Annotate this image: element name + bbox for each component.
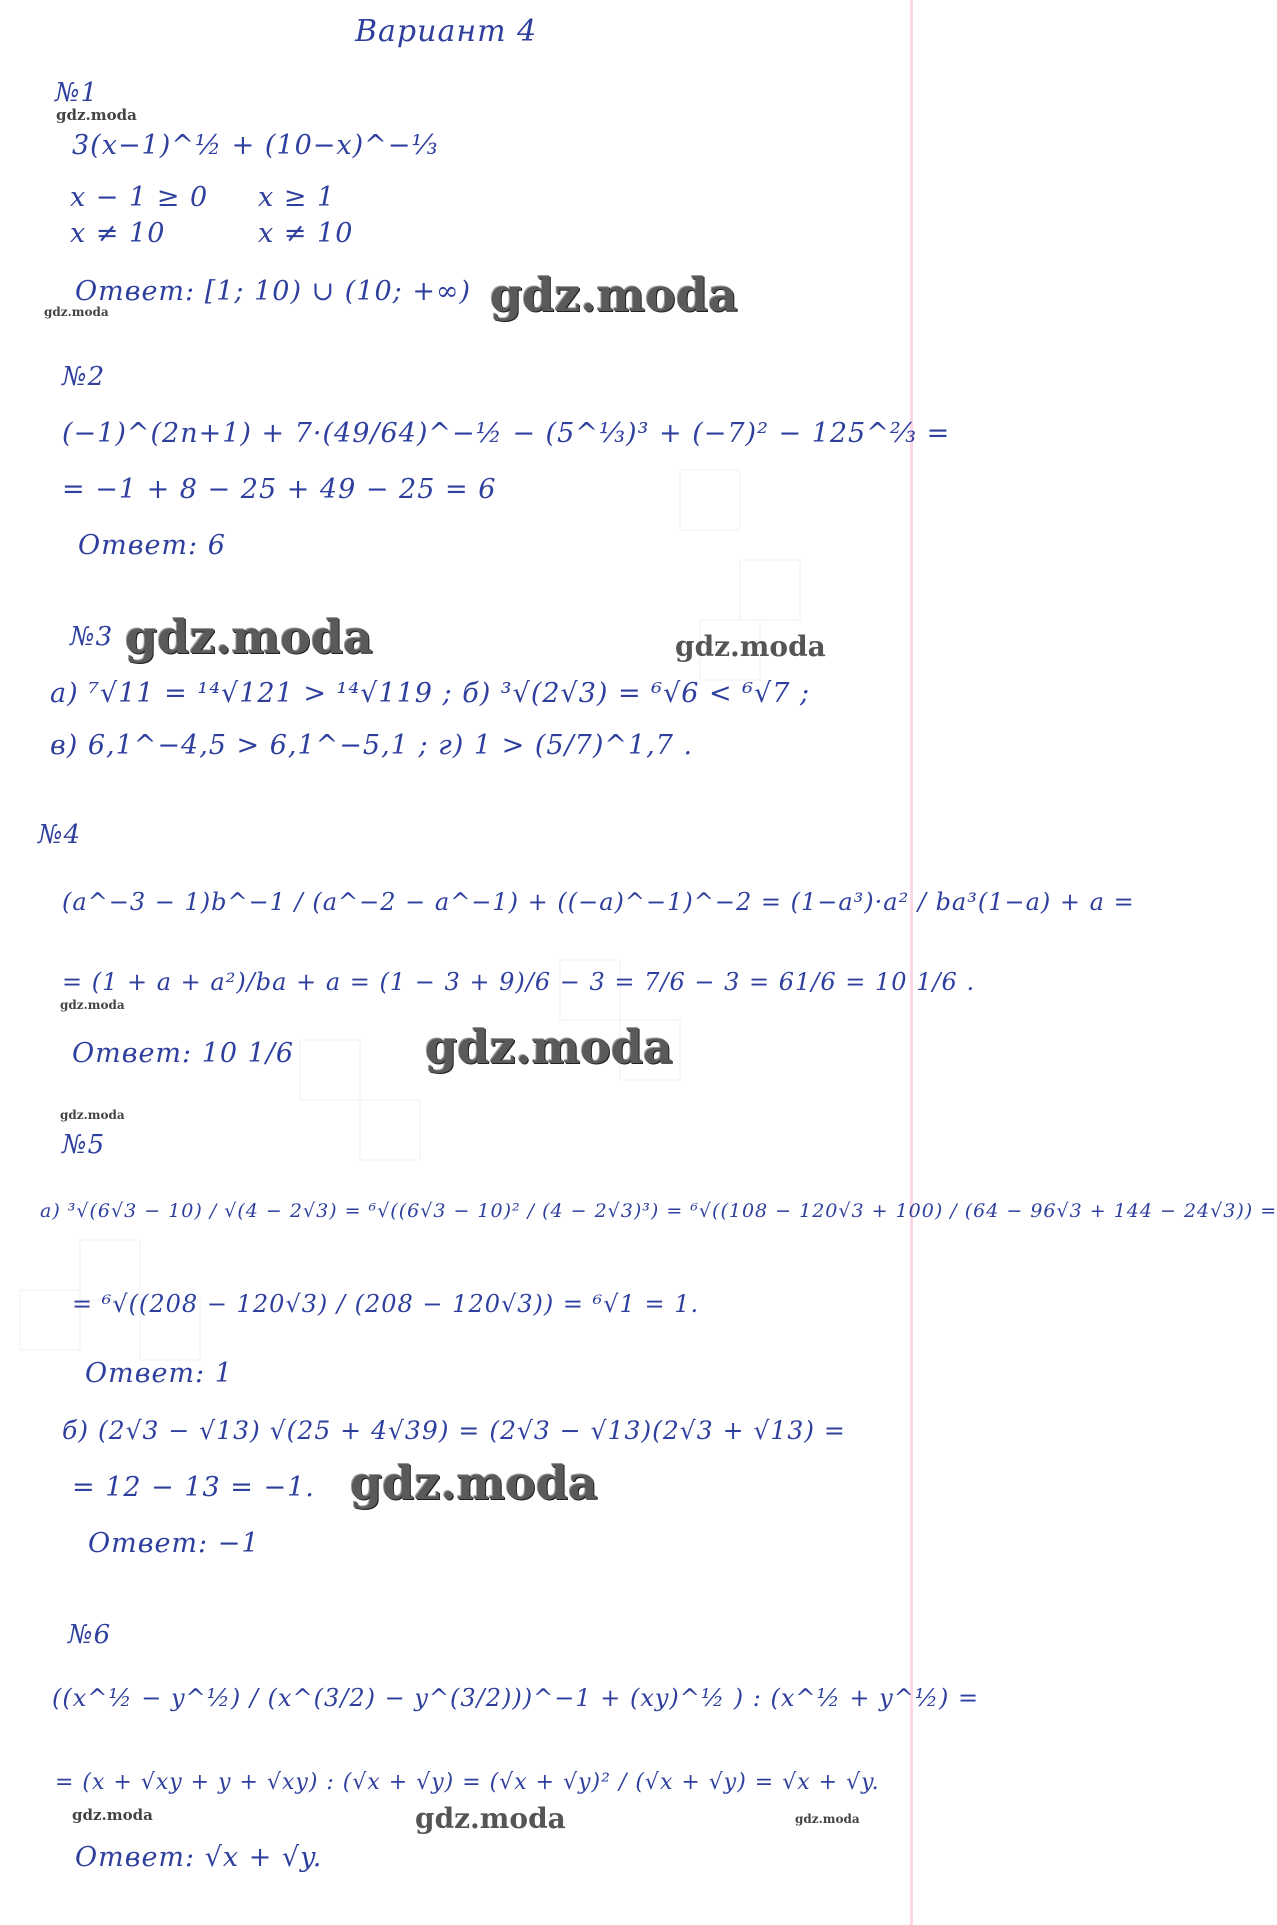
page-title: Вариант 4 <box>355 14 538 49</box>
problem-2-label: №2 <box>62 362 106 392</box>
problem-6-line-2: = (x + √xy + y + √xy) : (√x + √y) = (√x + √y)² / (√x + √y) = √x + √y. <box>55 1770 880 1795</box>
problem-2-line-1: (−1)^(2n+1) + 7·(49/64)^−½ − (5^⅓)³ + (−7)² − 125^⅔ = <box>62 418 951 449</box>
watermark: gdz.moda <box>60 1108 125 1122</box>
problem-1-label: №1 <box>55 78 99 108</box>
problem-5-line-1: а) ³√(6√3 − 10) / √(4 − 2√3) = ⁶√((6√3 − 10)² / (4 − 2√3)³) = ⁶√((108 − 120√3 + 100) / (64 − 96√3 + 144 − 24√3)) = <box>40 1200 1277 1222</box>
watermark: gdz.moda <box>60 998 125 1012</box>
watermark: gdz.moda <box>415 1802 566 1835</box>
watermark: gdz.moda <box>675 630 826 663</box>
problem-2-line-2: = −1 + 8 − 25 + 49 − 25 = 6 <box>62 474 497 505</box>
watermark: gdz.moda <box>44 305 109 319</box>
problem-3-line-1: а) ⁷√11 = ¹⁴√121 > ¹⁴√119 ; б) ³√(2√3) = ⁶√6 < ⁶√7 ; <box>50 678 811 709</box>
problem-1-answer: Ответ: [1; 10) ∪ (10; +∞) <box>75 276 471 307</box>
problem-5-answer-a: Ответ: 1 <box>85 1358 233 1389</box>
problem-2-answer: Ответ: 6 <box>78 530 226 561</box>
problem-5-label: №5 <box>62 1130 106 1160</box>
problem-1-line-1: 3(x−1)^½ + (10−x)^−⅓ <box>72 130 439 161</box>
problem-5-line-3: б) (2√3 − √13) √(25 + 4√39) = (2√3 − √13)(2√3 + √13) = <box>62 1416 846 1445</box>
watermark: gdz.moda <box>350 1456 598 1510</box>
problem-4-answer: Ответ: 10 1/6 <box>72 1038 295 1069</box>
watermark: gdz.moda <box>56 106 137 124</box>
problem-3-line-2: в) 6,1^−4,5 > 6,1^−5,1 ; г) 1 > (5/7)^1,7 . <box>50 730 694 761</box>
problem-1-system-a-row-1: x − 1 ≥ 0 <box>70 182 209 213</box>
problem-3-label: №3 <box>70 622 114 652</box>
problem-5-answer-b: Ответ: −1 <box>88 1528 260 1559</box>
watermark: gdz.moda <box>490 268 738 322</box>
watermark: gdz.moda <box>425 1020 673 1074</box>
problem-6-label: №6 <box>68 1620 112 1650</box>
watermark: gdz.moda <box>795 1812 860 1826</box>
page-margin-line <box>910 0 913 1925</box>
problem-5-line-2: = ⁶√((208 − 120√3) / (208 − 120√3)) = ⁶√1 = 1. <box>72 1290 700 1318</box>
problem-4-line-2: = (1 + a + a²)/ba + a = (1 − 3 + 9)/6 − 3 = 7/6 − 3 = 61/6 = 10 1/6 . <box>62 968 976 996</box>
watermark: gdz.moda <box>72 1806 153 1824</box>
watermark: gdz.moda <box>125 610 373 664</box>
problem-4-label: №4 <box>38 820 82 850</box>
problem-5-line-4: = 12 − 13 = −1. <box>72 1472 315 1503</box>
problem-1-system-b-row-1: x ≥ 1 <box>258 182 336 213</box>
problem-6-line-1: ((x^½ − y^½) / (x^(3/2) − y^(3/2)))^−1 + (xy)^½ ) : (x^½ + y^½) = <box>52 1684 980 1712</box>
problem-4-line-1: (a^−3 − 1)b^−1 / (a^−2 − a^−1) + ((−a)^−1)^−2 = (1−a³)·a² / ba³(1−a) + a = <box>62 888 1135 916</box>
problem-1-system-a-row-2: x ≠ 10 <box>70 218 166 249</box>
problem-1-system-b-row-2: x ≠ 10 <box>258 218 354 249</box>
problem-6-answer: Ответ: √x + √y. <box>75 1842 323 1873</box>
